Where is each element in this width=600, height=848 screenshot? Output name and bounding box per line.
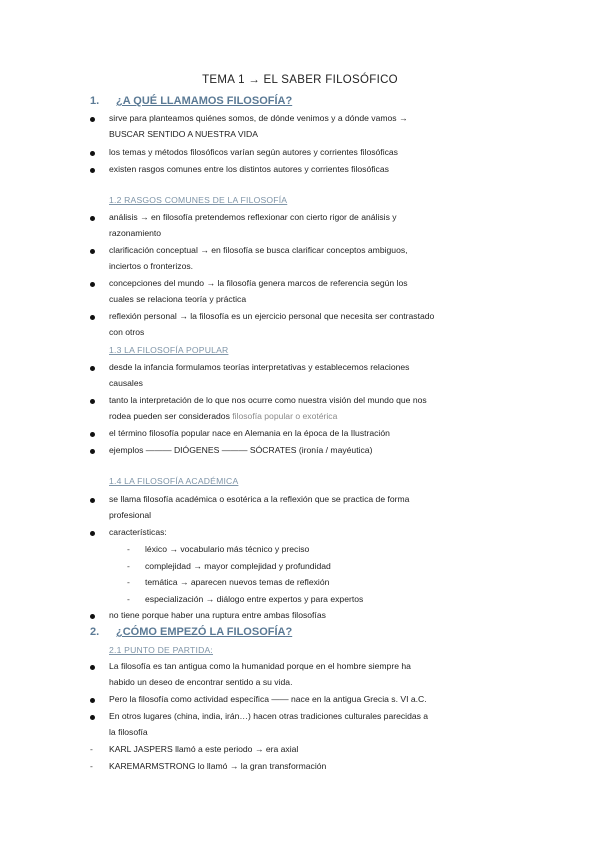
characteristic-item: especialización → diálogo entre expertos y para expertos: [145, 594, 364, 604]
dash-item: KARL JASPERS llamó a este periodo → era axial: [109, 744, 299, 754]
bullet-icon: [90, 449, 95, 454]
section-2-heading: [90, 626, 292, 638]
list-item: concepciones del mundo → la filosofía genera marcos de referencia según los: [109, 278, 408, 288]
bullet-icon: [90, 249, 95, 254]
list-item-cont: con otros: [109, 327, 145, 337]
subsection-heading: 1.2 RASGOS COMUNES DE LA FILOSOFÍA: [109, 195, 288, 205]
bullet-icon: [90, 498, 95, 503]
list-item: el término filosofía popular nace en Alemania en la época de la Ilustración: [109, 428, 390, 438]
subsection-heading: 1.3 LA FILOSOFÍA POPULAR: [109, 345, 229, 355]
list-item-cont: inciertos o fronterizos.: [109, 261, 194, 271]
list-item: existen rasgos comunes entre los distintos autores y corrientes filosóficas: [109, 164, 389, 174]
characteristic-item: complejidad → mayor complejidad y profundidad: [145, 561, 331, 571]
bullet-icon: [90, 168, 95, 173]
page-title: TEMA 1 → EL SABER FILOSÓFICO: [202, 74, 398, 86]
list-item-cont: BUSCAR SENTIDO A NUESTRA VIDA: [109, 129, 258, 139]
dash-marker: -: [127, 561, 130, 571]
list-item: desde la infancia formulamos teorías interpretativas y establecemos relaciones: [109, 362, 410, 372]
bullet-icon: [90, 614, 95, 619]
section-title: ¿A QUÉ LLAMAMOS FILOSOFÍA?: [116, 95, 293, 107]
list-item-cont: habido un deseo de encontrar sentido a su vida.: [109, 677, 293, 687]
bullet-icon: [90, 399, 95, 404]
bullet-icon: [90, 282, 95, 287]
section-title: ¿CÓMO EMPEZÓ LA FILOSOFÍA?: [116, 626, 293, 638]
dash-marker: -: [127, 544, 130, 554]
section-number: 1.: [90, 95, 100, 107]
dash-marker: -: [127, 577, 130, 587]
bullet-icon: [90, 117, 95, 122]
list-item: En otros lugares (china, india, irán…) hacen otras tradiciones culturales parecidas a: [109, 711, 429, 721]
bullet-icon: [90, 665, 95, 670]
list-item: La filosofía es tan antigua como la humanidad porque en el hombre siempre ha: [109, 661, 411, 671]
bullet-icon: [90, 531, 95, 536]
list-item: clarificación conceptual → en filosofía se busca clarificar conceptos ambiguos,: [109, 245, 408, 255]
list-item-cont: la filosofía: [109, 727, 148, 737]
list-item-cont: rodea pueden ser considerados filosofía popular o exotérica: [109, 411, 338, 421]
dash-marker: -: [127, 594, 130, 604]
list-item: no tiene porque haber una ruptura entre ambas filosofías: [109, 610, 326, 620]
list-item: tanto la interpretación de lo que nos ocurre como nuestra visión del mundo que nos: [109, 395, 427, 405]
bullet-icon: [90, 366, 95, 371]
list-item: análisis → en filosofía pretendemos reflexionar con cierto rigor de análisis y: [109, 212, 397, 222]
list-item: los temas y métodos filosóficos varían según autores y corrientes filosóficas: [109, 147, 398, 157]
list-item: ejemplos ——— DIÓGENES ——— SÓCRATES (ironía / mayéutica): [109, 445, 373, 455]
list-item: sirve para planteamos quiénes somos, de dónde venimos y a dónde vamos →: [109, 113, 408, 123]
bullet-icon: [90, 432, 95, 437]
list-item-cont: profesional: [109, 510, 152, 520]
section-1-heading: [90, 95, 292, 107]
subsection-heading: 1.4 LA FILOSOFÍA ACADÉMICA: [109, 476, 239, 486]
list-item: reflexión personal → la filosofía es un ejercicio personal que necesita ser contrastado: [109, 311, 435, 321]
bullet-icon: [90, 216, 95, 221]
section-number: 2.: [90, 626, 100, 638]
dash-marker: -: [90, 761, 93, 771]
characteristic-item: temática → aparecen nuevos temas de reflexión: [145, 577, 330, 587]
list-item: Pero la filosofía como actividad específica —— nace en la antigua Grecia s. VI a.C.: [109, 694, 427, 704]
bullet-icon: [90, 698, 95, 703]
list-item-cont: cuales se relaciona teoría y práctica: [109, 294, 247, 304]
bullet-icon: [90, 715, 95, 720]
dash-marker: -: [90, 744, 93, 754]
characteristic-item: léxico → vocabulario más técnico y preciso: [145, 544, 310, 554]
bullet-icon: [90, 151, 95, 156]
dash-item: KAREMARMSTRONG lo llamó → la gran transformación: [109, 761, 327, 771]
list-item-cont: causales: [109, 378, 143, 388]
list-item: características:: [109, 527, 167, 537]
bullet-icon: [90, 315, 95, 320]
list-item-cont: razonamiento: [109, 228, 162, 238]
subsection-heading: 2.1 PUNTO DE PARTIDA:: [109, 645, 214, 655]
list-item: se llama filosofía académica o esotérica a la reflexión que se practica de forma: [109, 494, 410, 504]
